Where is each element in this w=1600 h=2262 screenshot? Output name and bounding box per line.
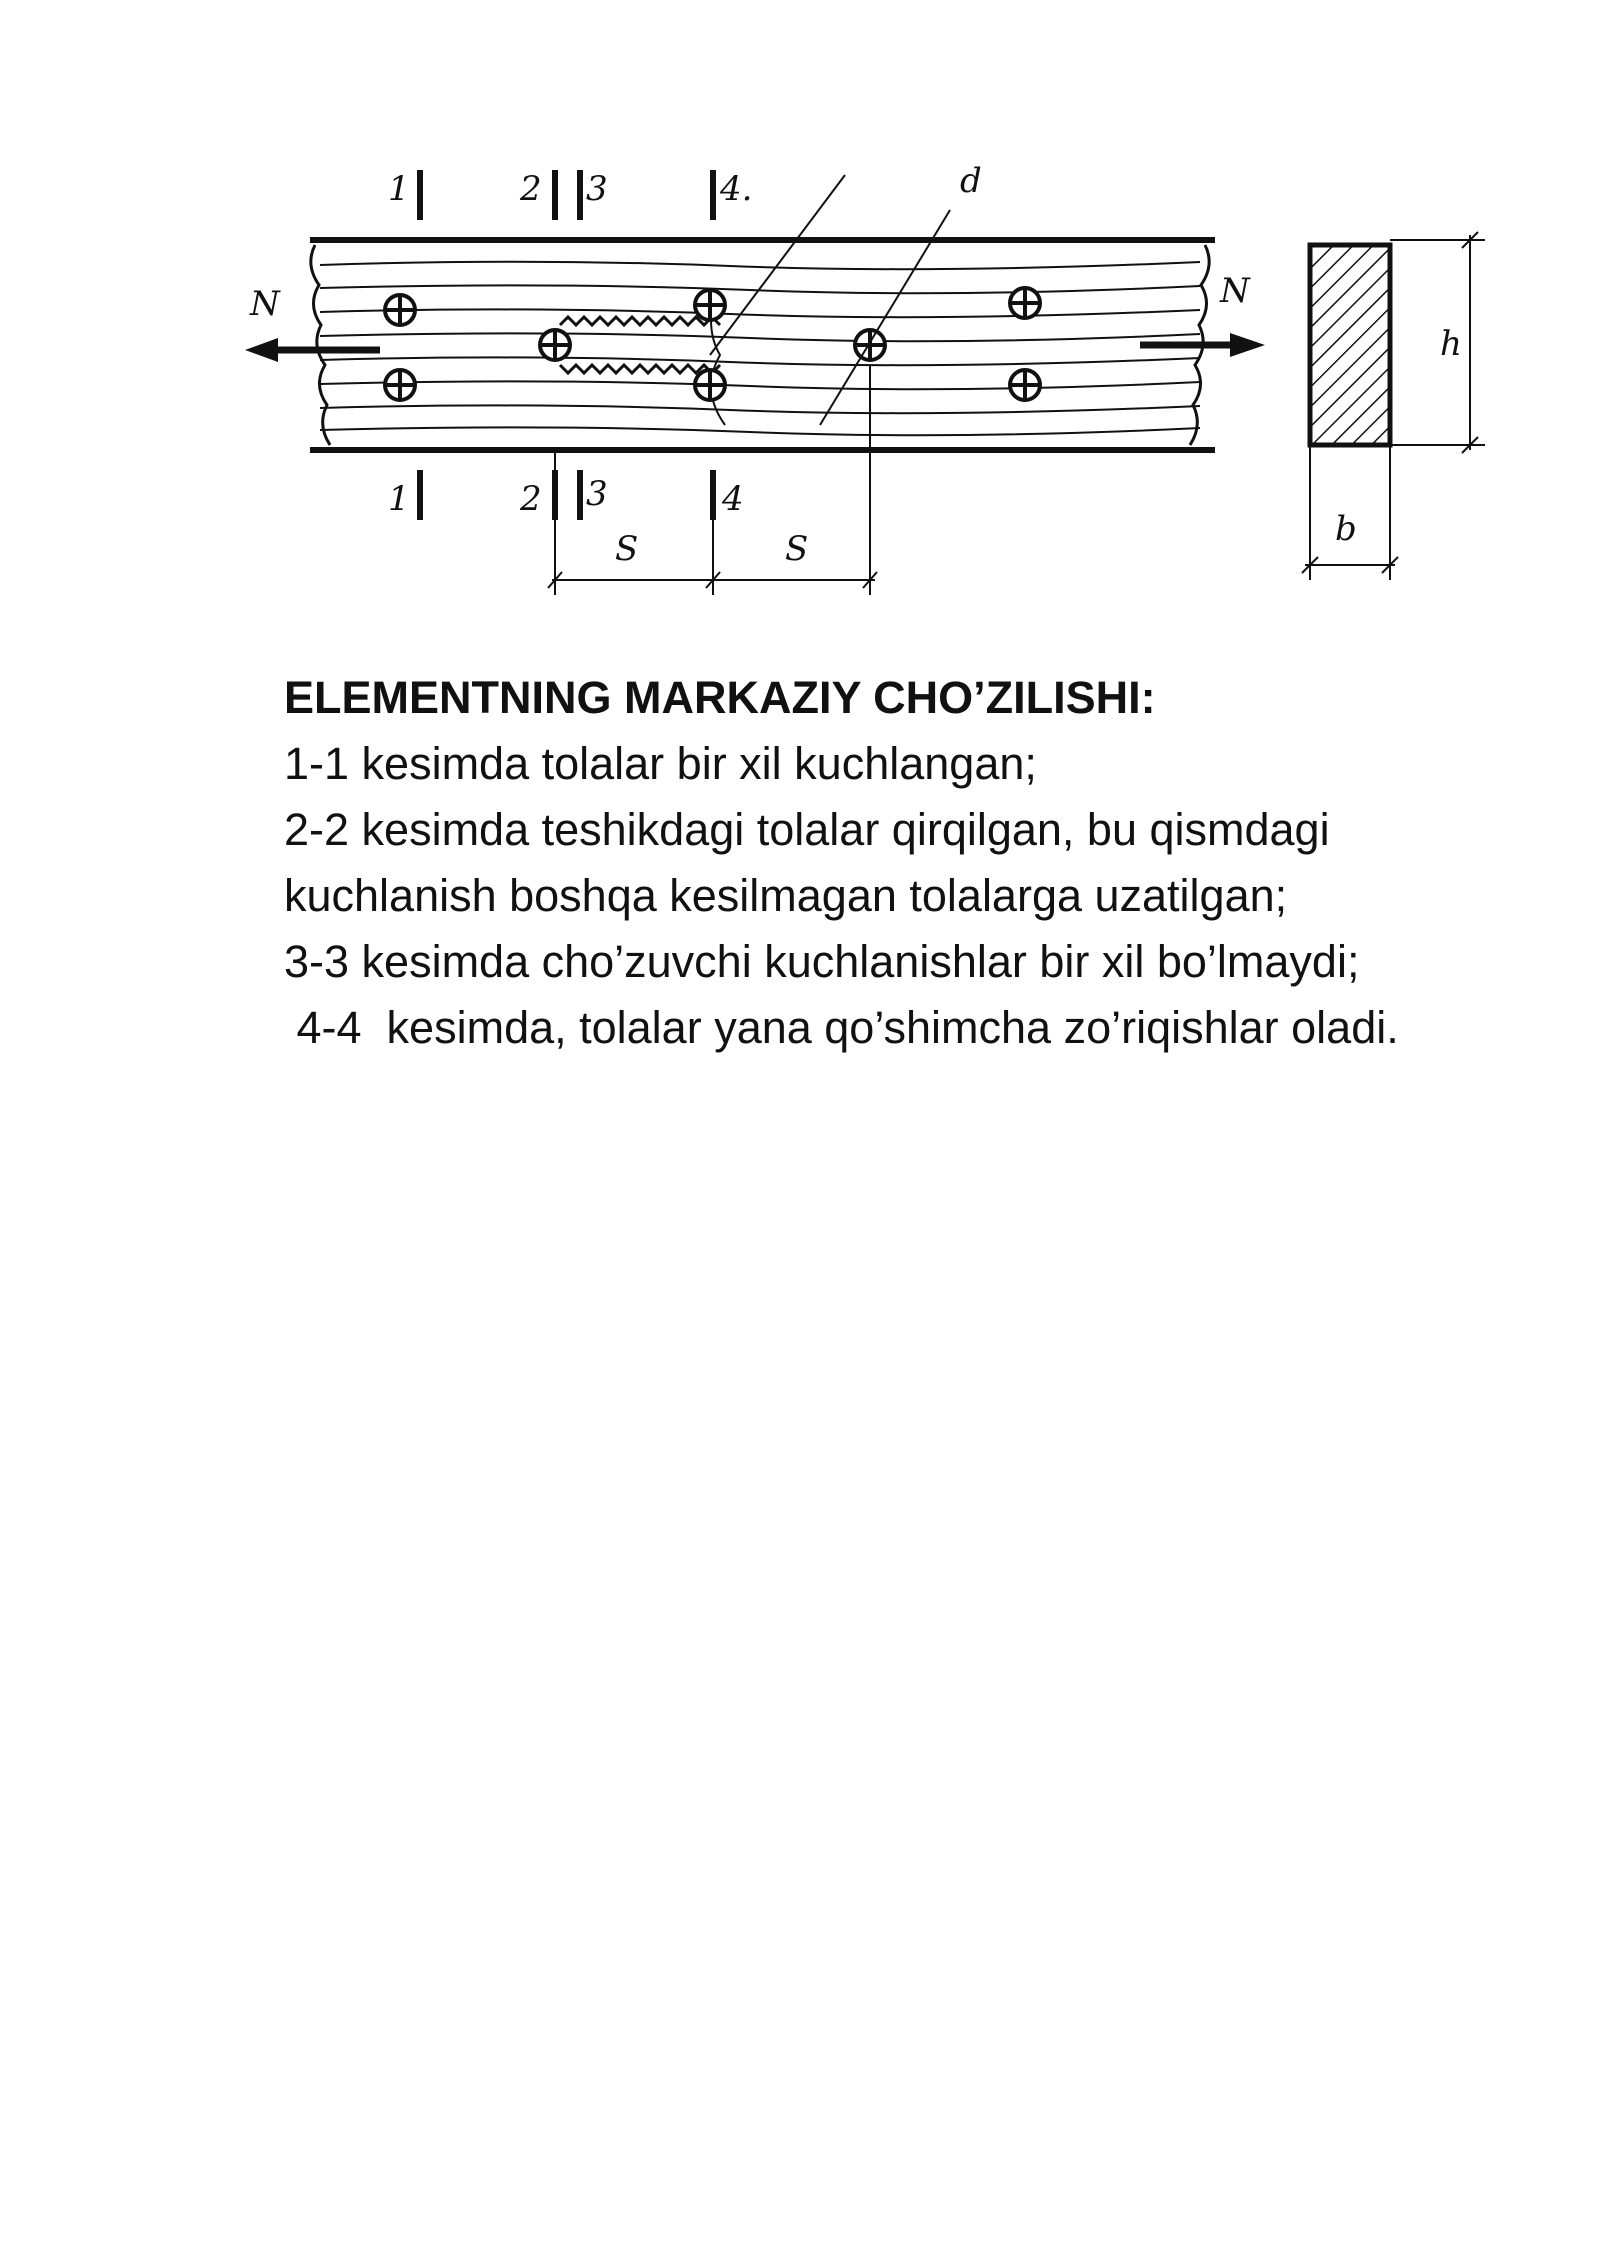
bolt-holes [385, 288, 1040, 400]
section-mark-2-bottom: 2 [520, 479, 542, 519]
paragraph-line: 2-2 kesimda teshikdagi tolalar qirqilgan, bu qismdagi kuchlanish boshqa kesilmagan tolalarga uzatilgan; [284, 804, 1343, 921]
paragraph-line: 1-1 kesimda tolalar bir xil kuchlangan; [284, 738, 1037, 789]
cross-section [1302, 232, 1485, 580]
bolt-icon [540, 330, 570, 360]
section-mark-3-bottom: 3 [586, 474, 608, 514]
text-block [284, 665, 1484, 1061]
section-marks-bottom [420, 470, 713, 520]
section-mark-1-bottom: 1 [388, 479, 410, 519]
force-label-right: N [1220, 271, 1250, 311]
bolt-icon [1010, 288, 1040, 318]
paragraph-line: 3-3 kesimda cho’zuvchi kuchlanishlar bir xil bo’lmaydi; [284, 936, 1360, 987]
width-label: b [1335, 509, 1357, 549]
force-label-left: N [250, 284, 280, 324]
height-label: h [1440, 324, 1462, 364]
bolt-icon [695, 290, 725, 320]
spacing-label-1: S [615, 529, 639, 569]
bolt-icon [385, 295, 415, 325]
section-mark-4-bottom: 4 [722, 479, 744, 519]
timber-board [310, 240, 1215, 450]
section-mark-4-top: 4. [720, 169, 753, 209]
section-mark-2-top: 2 [520, 169, 542, 209]
bolt-icon [855, 330, 885, 360]
bolt-icon [695, 370, 725, 400]
diameter-label: d [960, 161, 982, 201]
heading: ELEMENTNING MARKAZIY CHO’ZILISHI: [284, 672, 1156, 723]
timber-joint-drawing [230, 140, 1530, 620]
section-marks-top [420, 170, 713, 220]
bolt-icon [1010, 370, 1040, 400]
joint-diagram [230, 140, 1530, 620]
spacing-label-2: S [785, 529, 809, 569]
section-mark-1-top: 1 [388, 169, 410, 209]
paragraph-line: 4-4 kesimda, tolalar yana qo’shimcha zo’riqishlar oladi. [284, 1002, 1399, 1053]
bolt-icon [385, 370, 415, 400]
section-mark-3-top: 3 [586, 169, 608, 209]
